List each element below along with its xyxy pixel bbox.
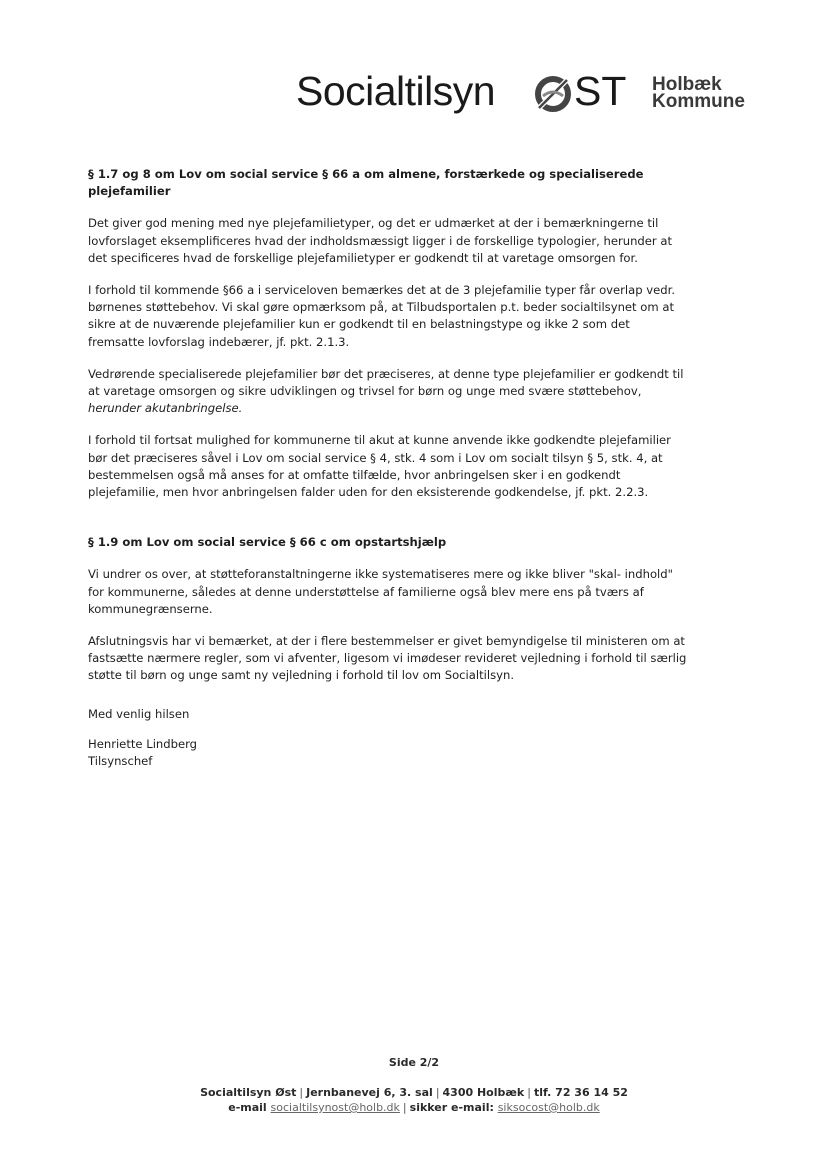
footer-email-link[interactable]: socialtilsynost@holb.dk <box>270 1101 400 1114</box>
paragraph-3-text: Vedrørende specialiserede plejefamilier bør det præciseres, at denne type plejefamilier er godkendt til at varetage omsorgen og sikre udviklingen og trivsel for børn og unge med svære støttebehov, <box>88 366 684 399</box>
paragraph-5: Vi undrer os over, at støtteforanstaltningerne ikke systematiseres mere og ikke bliver "skal- indhold" for kommunerne, således at denne understøttelse af familierne også blev mere ens på tværs af kommunegrænserne. <box>88 567 673 616</box>
footer-email-label: e-mail <box>228 1101 267 1114</box>
paragraph-2: I forhold til kommende §66 a i serviceloven bemærkes det at de 3 plejefamilie typer får overlap vedr. børnenes støttebehov. Vi skal gøre opmærksom på, at Tilbudsportalen p.t. beder socialtilsynet om at sikre at de nuværende plejefamilier kun er godkendt til en belastningstype og ikke 2 som det fremsatte lovforslag indebærer, jf. pkt. 2.1.3. <box>88 283 676 349</box>
footer-address: Jernbanevej 6, 3. sal <box>306 1086 433 1099</box>
socialtilsyn-logo-icon <box>533 74 573 114</box>
signer-name: Henriette Lindberg <box>88 737 198 752</box>
paragraph-4: I forhold til fortsat mulighed for kommunerne til akut at kunne anvende ikke godkendte plejefamilier bør det præciseres såvel i Lov om social service § 4, stk. 4 som i Lov om socialt tilsyn § 5, stk. 4, at bestemmelsen også må anses for at omfatte tilfælde, hvor anbringelsen sker i en godkendt plejefamilie, men hvor anbringelsen falder uden for den eksisterende godkendelse, jf. pkt. 2.2.3. <box>88 433 671 500</box>
signer-title: Tilsynschef <box>88 754 153 769</box>
municipality-logo <box>652 76 762 110</box>
footer <box>0 1085 828 1115</box>
section-heading-1: § 1.7 og 8 om Lov om social service § 66 a om almene, forstærkede og specialiserede plejefamilier <box>88 167 644 199</box>
greeting: Med venlig hilsen <box>88 707 190 721</box>
paragraph-3 <box>88 366 688 418</box>
signature-block <box>88 706 197 771</box>
footer-secure-label: sikker e-mail: <box>409 1101 494 1114</box>
footer-phone: tlf. 72 36 14 52 <box>533 1086 628 1099</box>
municipality-line2: Kommune <box>652 91 745 112</box>
logo-st-text: ST <box>574 68 627 114</box>
footer-line-2: e-mail socialtilsynost@holb.dk | sikker e-mail: siksocost@holb.dk <box>228 1101 600 1114</box>
section-heading-2: § 1.9 om Lov om social service § 66 c om opstartshjælp <box>88 535 447 550</box>
paragraph-3-italic: herunder akutanbringelse. <box>88 401 243 416</box>
footer-city: 4300 Holbæk <box>442 1086 525 1099</box>
footer-line-1: Socialtilsyn Øst | Jernbanevej 6, 3. sal | 4300 Holbæk | tlf. 72 36 14 52 <box>200 1086 628 1099</box>
footer-org: Socialtilsyn Øst <box>200 1086 297 1099</box>
logo-socialtilsyn-text: Socialtilsyn <box>296 68 496 114</box>
footer-secure-email-link[interactable]: siksocost@holb.dk <box>497 1101 600 1114</box>
paragraph-1: Det giver god mening med nye plejefamilietyper, og det er udmærket at der i bemærkningerne til lovforslaget eksemplificeres hvad der indholdsmæssigt ligger i de forskellige typologier, herunder at det specificeres hvad de forskellige plejefamilietyper er godkendt til at varetage omsorgen for. <box>88 216 673 265</box>
page-number: Side 2/2 <box>388 1056 440 1069</box>
paragraph-6: Afslutningsvis har vi bemærket, at der i flere bestemmelser er givet bemyndigelse til ministeren om at fastsætte nærmere regler, som vi afventer, ligesom vi imødeser revideret vejledning i forhold til særlig støtte til børn og unge samt ny vejledning i forhold til lov om Socialtilsyn. <box>88 634 687 683</box>
letter-body <box>88 166 688 700</box>
municipality-line1: Holbæk <box>652 74 722 95</box>
